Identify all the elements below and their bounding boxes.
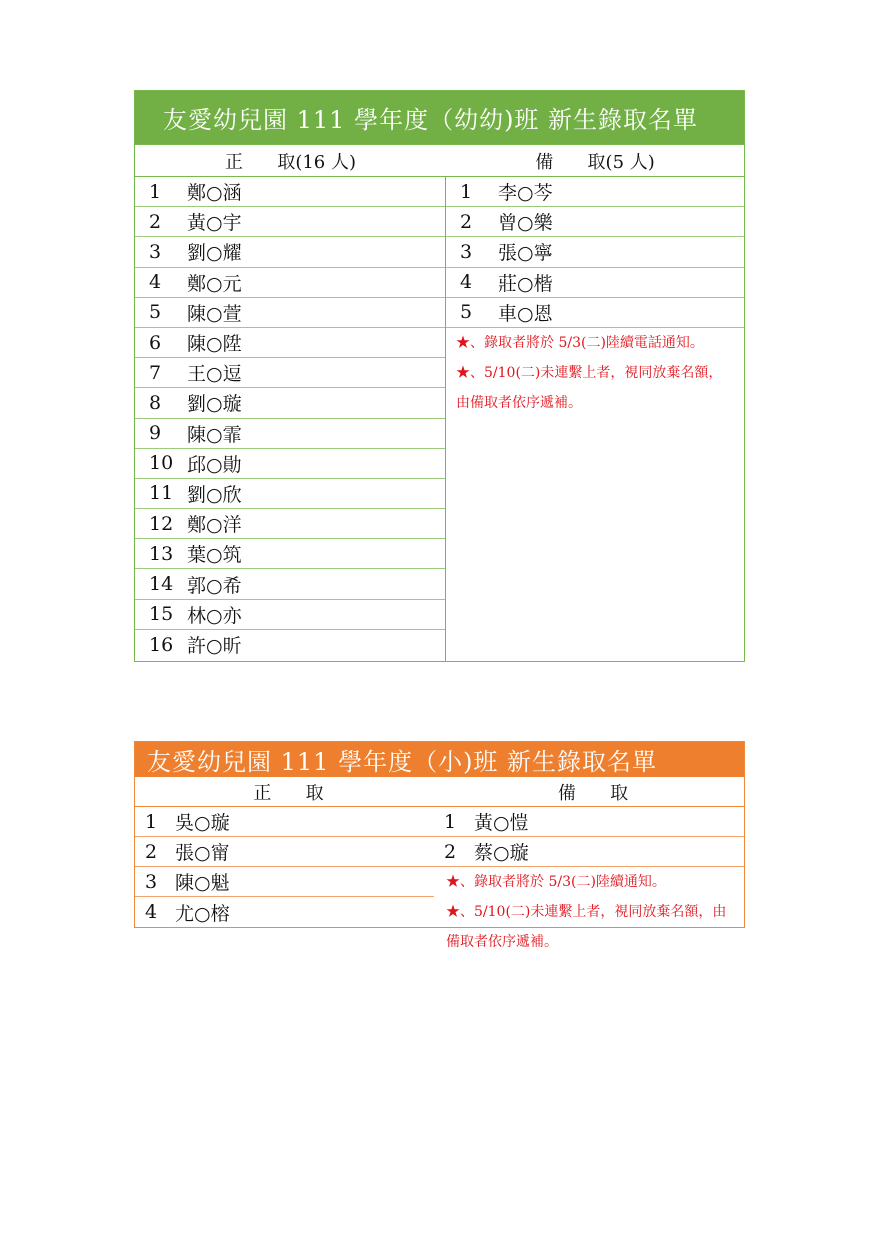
- list-item: [135, 177, 445, 207]
- list-item: [446, 177, 744, 207]
- item-number: 14: [149, 573, 174, 596]
- list-item: [135, 807, 434, 837]
- table-body: [135, 177, 744, 661]
- item-number: 4: [149, 271, 162, 294]
- notice-text: 、5/10(二)未連繫上者，視同放棄名額，由備取者依序遞補。: [446, 904, 727, 950]
- item-number: 2: [460, 210, 473, 233]
- student-name: 陳○陞: [187, 333, 242, 356]
- star-icon: ★: [456, 334, 470, 351]
- student-name: 黃○愷: [474, 812, 529, 834]
- admitted-list: [135, 177, 446, 661]
- student-name: 李○芩: [498, 182, 553, 205]
- notice-line: [456, 328, 736, 358]
- student-name: 陳○霏: [187, 423, 242, 446]
- list-item: [446, 207, 744, 237]
- item-number: 11: [149, 482, 174, 505]
- list-item: [135, 358, 445, 388]
- star-icon: ★: [446, 874, 460, 890]
- student-name: 曾○樂: [498, 212, 553, 235]
- table-title: 友愛幼兒園 111 學年度（小)班 新生錄取名單: [135, 742, 744, 777]
- notice-line: [446, 897, 736, 957]
- item-number: 15: [149, 603, 174, 626]
- notice-text: 、錄取者將於 5/3(二)陸續電話通知。: [470, 334, 704, 351]
- table-header-row: [135, 144, 744, 177]
- notice-block: [446, 328, 744, 418]
- student-name: 王○逗: [187, 363, 242, 386]
- student-name: 蔡○璇: [474, 842, 529, 864]
- item-number: 12: [149, 512, 174, 535]
- item-number: 5: [460, 301, 473, 324]
- student-name: 林○亦: [187, 604, 242, 627]
- item-number: 2: [149, 210, 162, 233]
- item-number: 16: [149, 633, 174, 656]
- list-item: [135, 419, 445, 449]
- item-number: 1: [145, 810, 158, 833]
- student-name: 陳○魁: [175, 872, 230, 894]
- student-name: 吳○璇: [175, 812, 230, 834]
- student-name: 郭○希: [187, 574, 242, 597]
- list-item: [135, 539, 445, 569]
- notice-text: 、5/10(二)未連繫上者，視同放棄名額，由備取者依序遞補。: [456, 364, 723, 411]
- list-item: [135, 268, 445, 298]
- list-item: [135, 600, 445, 630]
- class-table-small: [134, 741, 745, 950]
- notice-block: [434, 867, 744, 957]
- table-body: [135, 807, 744, 950]
- item-number: 1: [444, 810, 457, 833]
- list-item: [135, 207, 445, 237]
- class-table-toddler: [134, 90, 745, 662]
- table-header-row: [135, 777, 744, 807]
- student-name: 劉○璇: [187, 393, 242, 416]
- waitlist-header: 備 取: [557, 782, 629, 804]
- item-number: 6: [149, 331, 162, 354]
- star-icon: ★: [446, 904, 460, 920]
- student-name: 邱○勛: [187, 453, 242, 476]
- item-number: 8: [149, 391, 162, 414]
- star-icon: ★: [456, 364, 470, 381]
- admit-header: 正 取: [253, 782, 324, 804]
- item-number: 7: [149, 361, 162, 384]
- notice-line: [456, 358, 736, 418]
- waitlist-column: [434, 807, 744, 950]
- list-item: [135, 509, 445, 539]
- admitted-list: [135, 807, 434, 927]
- student-name: 劉○欣: [187, 483, 242, 506]
- student-name: 劉○耀: [187, 242, 242, 265]
- student-name: 鄭○洋: [187, 514, 242, 537]
- list-item: [135, 328, 445, 358]
- item-number: 10: [149, 452, 174, 475]
- student-name: 張○寧: [498, 242, 553, 265]
- admit-header: 正 取(16 人): [224, 151, 356, 173]
- list-item: [135, 569, 445, 599]
- student-name: 車○恩: [498, 302, 553, 325]
- item-number: 4: [145, 901, 158, 923]
- list-item: [446, 298, 744, 328]
- list-item: [135, 630, 445, 660]
- student-name: 黃○宇: [187, 212, 242, 235]
- item-number: 2: [145, 840, 158, 863]
- list-item: [135, 237, 445, 267]
- student-name: 鄭○元: [187, 272, 242, 295]
- item-number: 1: [149, 180, 162, 203]
- list-item: [135, 298, 445, 328]
- student-name: 陳○萱: [187, 302, 242, 325]
- waitlist-header: 備 取(5 人): [535, 151, 655, 173]
- list-item: [446, 268, 744, 298]
- list-item: [135, 837, 434, 867]
- list-item: [135, 897, 434, 927]
- item-number: 3: [460, 240, 473, 263]
- item-number: 9: [149, 422, 162, 445]
- item-number: 13: [149, 542, 174, 565]
- list-item: [434, 807, 744, 837]
- waitlist-column: [446, 177, 744, 661]
- student-name: 葉○筑: [187, 544, 242, 567]
- list-item: [434, 837, 744, 867]
- item-number: 3: [145, 870, 158, 893]
- item-number: 4: [460, 271, 473, 294]
- item-number: 5: [149, 301, 162, 324]
- item-number: 3: [149, 240, 162, 263]
- notice-line: [446, 867, 736, 897]
- student-name: 尤○榕: [175, 902, 230, 925]
- list-item: [446, 237, 744, 267]
- student-name: 許○昕: [187, 635, 242, 658]
- list-item: [135, 388, 445, 418]
- list-item: [135, 479, 445, 509]
- list-item: [135, 449, 445, 479]
- item-number: 2: [444, 840, 457, 863]
- list-item: [135, 867, 434, 897]
- table-title: 友愛幼兒園 111 學年度（幼幼)班 新生錄取名單: [135, 91, 744, 144]
- notice-text: 、錄取者將於 5/3(二)陸續通知。: [460, 874, 666, 890]
- item-number: 1: [460, 180, 473, 203]
- student-name: 莊○楷: [498, 272, 553, 295]
- student-name: 鄭○涵: [187, 182, 242, 205]
- student-name: 張○甯: [175, 842, 230, 864]
